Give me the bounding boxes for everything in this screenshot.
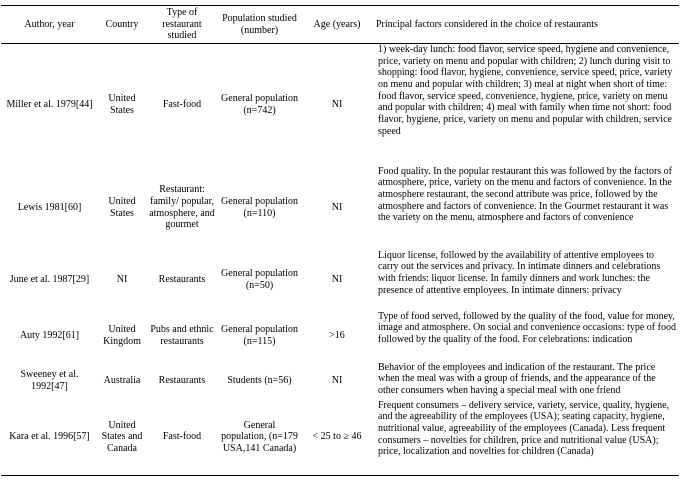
cell-population: General population (n=742) (221, 93, 298, 116)
cell-country: Australia (103, 374, 141, 386)
header-age: Age (years) (301, 6, 373, 44)
cell-population: General population (n=115) (221, 324, 298, 347)
cell-restaurant-type: Restaurants (158, 374, 206, 386)
cell-country: United States (108, 195, 136, 219)
cell-population: General population (n=50) (221, 268, 298, 291)
table-row (1, 166, 679, 250)
cell-population: General population (n=110) (221, 195, 298, 219)
table-row (1, 311, 679, 362)
cell-author: Sweeney et al. 1992[47] (20, 368, 79, 392)
cell-age: < 25 to ≥ 46 (301, 400, 373, 476)
cell-factors: Behavior of the employees and indication of the restaurant. The price when the meal was with a group of friends, and the appearance of the other consumers when having a special meal with one friend (378, 361, 656, 396)
cell-age: >16 (329, 330, 345, 342)
header-country: Country (98, 6, 146, 44)
cell-author: Miller et al. 1979[44] (6, 98, 93, 110)
header-factors: Principal factors considered in the choice of restaurants (373, 6, 679, 44)
restaurant-studies-table-container (1, 5, 679, 476)
table-row (1, 250, 679, 311)
cell-country: NI (116, 274, 128, 286)
cell-restaurant-type: Fast-food (146, 400, 218, 476)
cell-country: United Kingdom (103, 324, 141, 347)
cell-age: NI (331, 374, 343, 386)
header-row (1, 6, 679, 44)
header-population: Population studied (number) (218, 6, 301, 44)
cell-age: NI (331, 201, 343, 213)
cell-population: General population, (n=179 USA,141 Canada) (218, 400, 301, 476)
cell-restaurant-type: Restaurant: family/ popular, atmosphere, and gourmet (149, 184, 215, 231)
table-row (1, 362, 679, 400)
header-restaurant-type: Type of restaurant studied (146, 6, 218, 44)
cell-author: Kara et al. 1996[57] (1, 400, 98, 476)
table-row (1, 44, 679, 166)
cell-restaurant-type: Fast-food (162, 98, 202, 110)
cell-author: Lewis 1981[60] (17, 201, 82, 213)
table-row (1, 400, 679, 476)
header-author: Author, year (1, 6, 98, 44)
cell-factors: Frequent consumers – delivery service, variety, service, quality, hygiene, and the agreeability of the employees (USA); seating capacity, hygiene, nutritional value, agreeability of the employees (Canada). Less frequent consumers – novelties for children, price and nutritional value (USA); price, localization and novelties for children (Canada) (373, 400, 679, 476)
restaurant-studies-table (1, 5, 679, 476)
cell-age: NI (331, 274, 343, 286)
cell-factors: 1) week-day lunch: food flavor, service speed, hygiene and convenience, price, variety on menu and popular with children; 2) lunch during visit to shopping: food flavor, hygiene, convenience, service speed, price, variety on menu and popular with children; 3) meal at night when short of time: food flavor, service speed, convenience, hygiene, price, variety on menu and popular with children; 4) meal with family when time not short: food flavor, hygiene, price, variety on menu and popular with children, service speed (378, 44, 673, 137)
cell-factors: Liquor license, followed by the availability of attentive employees to carry out the services and privacy. In intimate dinners and celebrations with friends: liquor license. In family dinners and work lunches: the presence of attentive employees. In intimate dinners: privacy (378, 249, 661, 296)
cell-age: NI (331, 98, 343, 110)
cell-factors: Type of food served, followed by the quality of the food, value for money, image and atmosphere. On social and convenience occasions: type of food followed by the quality of the food. For celebrations: indication (378, 310, 676, 345)
cell-country: United States (108, 93, 136, 116)
cell-author: June et al. 1987[29] (9, 274, 90, 286)
cell-restaurant-type: Restaurants (158, 274, 206, 286)
cell-country: United States and Canada (98, 400, 146, 476)
cell-restaurant-type: Pubs and ethnic restaurants (150, 324, 214, 347)
cell-author: Auty 1992[61] (19, 330, 80, 342)
cell-population: Students (n=56) (227, 374, 292, 386)
cell-factors: Food quality. In the popular restaurant this was followed by the factors of atmosphere, price, variety on the menu and factors of convenience. In the atmosphere restaurant, the second attribute was price, followed by the atmosphere and factors of convenience. In the Gourmet restaurant it was the variety on the menu, atmosphere and factors of convenience (378, 165, 673, 224)
